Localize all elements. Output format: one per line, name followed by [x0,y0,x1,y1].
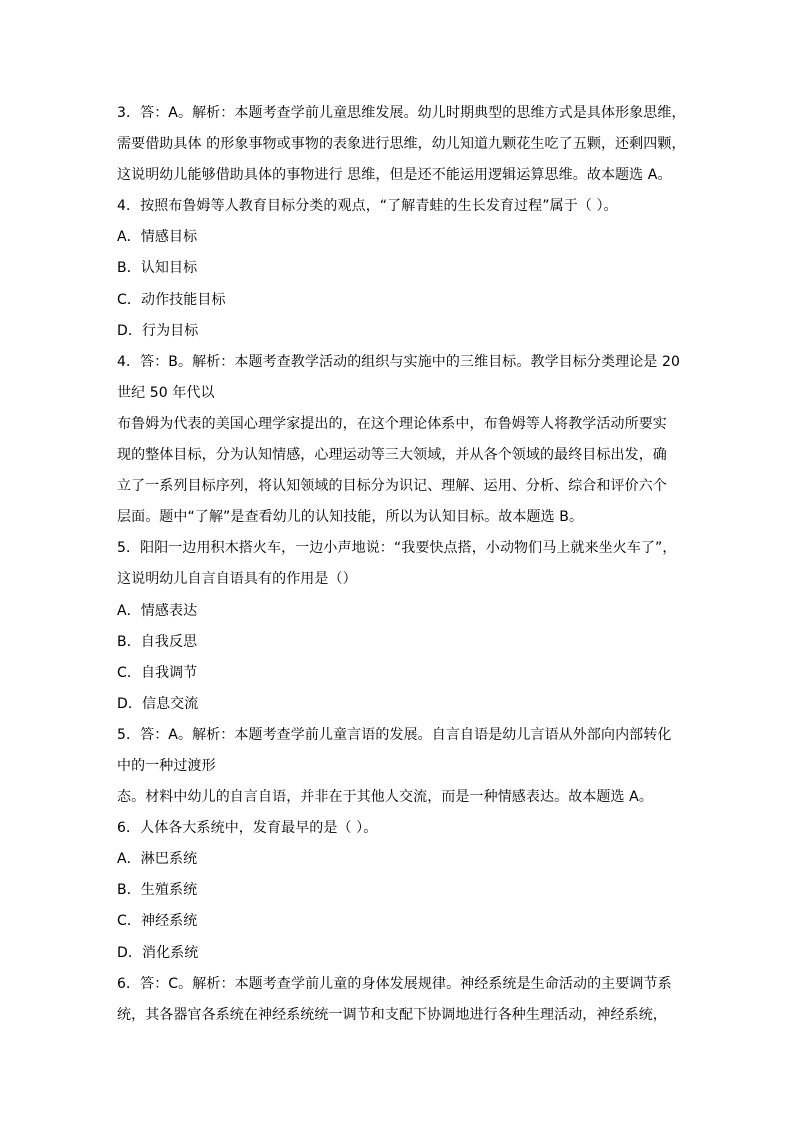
answer-4-line-5: 立了一系列目标序列，将认知领域的目标分为识记、理解、运用、分析、综合和评价六个 [117,478,667,495]
question-5-option-b: B．自我反思 [117,633,198,650]
question-4-stem: 4．按照布鲁姆等人教育目标分类的观点，“了解青蛙的生长发育过程”属于（ ）。 [117,198,618,215]
answer-5-line-3: 态。材料中幼儿的自言自语，并非在于其他人交流，而是一种情感表达。故本题选 A。 [117,789,653,806]
document-page [117,98,687,1031]
answer-4-line-1: 4．答：B。解析：本题考查教学活动的组织与实施中的三维目标。教学目标分类理论是 20 [117,353,680,370]
question-6-option-b: B．生殖系统 [117,882,198,899]
answer-4-line-6: 层面。题中“了解”是查看幼儿的认知技能，所以为认知目标。故本题选 B。 [117,509,584,526]
answer-3-line-1: 3．答：A。解析：本题考查学前儿童思维发展。幼儿时期典型的思维方式是具体形象思维， [117,105,686,121]
question-5-option-a: A．情感表达 [117,602,198,619]
answer-4-line-3: 布鲁姆为代表的美国心理学家提出的，在这个理论体系中，布鲁姆等人将教学活动所要实 [117,415,667,432]
question-5-option-d: D．信息交流 [117,695,199,712]
question-4-option-c: C．动作技能目标 [117,291,226,308]
question-6-stem: 6．人体各大系统中，发育最早的是（ ）。 [117,820,378,837]
question-4-option-b: B．认知目标 [117,260,198,277]
question-5-option-c: C．自我调节 [117,664,198,681]
question-6-option-c: C．神经系统 [117,913,198,930]
question-4-option-d: D．行为目标 [117,322,199,339]
answer-6-line-2: 统，其各器官各系统在神经系统统一调节和支配下协调地进行各种生理活动，神经系统， [117,1006,667,1023]
answer-4-line-2: 世纪 50 年代以 [117,384,215,401]
answer-5-line-2: 中的一种过渡形 [117,757,216,774]
question-4-option-a: A．情感目标 [117,229,198,246]
answer-5-line-1: 5．答：A。解析：本题考查学前儿童言语的发展。自言自语是幼儿言语从外部向内部转化 [117,726,672,743]
question-5-stem-line-2: 这说明幼儿自言自语具有的作用是（） [117,571,357,588]
question-6-option-d: D．消化系统 [117,944,199,961]
question-6-option-a: A．淋巴系统 [117,851,198,868]
question-5-stem-line-1: 5．阳阳一边用积木搭火车，一边小声地说：“我要快点搭，小动物们马上就来坐火车了”， [117,540,677,557]
answer-4-line-4: 现的整体目标，分为认知情感，心理运动等三大领域，并从各个领域的最终目标出发，确 [117,447,667,464]
answer-3-line-3: 这说明幼儿能够借助具体的事物进行 思维，但是还不能运用逻辑运算思维。故本题选 A。 [117,167,672,184]
answer-6-line-1: 6．答：C。解析：本题考查学前儿童的身体发展规律。神经系统是生命活动的主要调节系 [117,975,672,992]
answer-3-line-2: 需要借助具体 的形象事物或事物的表象进行思维，幼儿知道九颗花生吃了五颗，还剩四颗， [117,136,686,153]
